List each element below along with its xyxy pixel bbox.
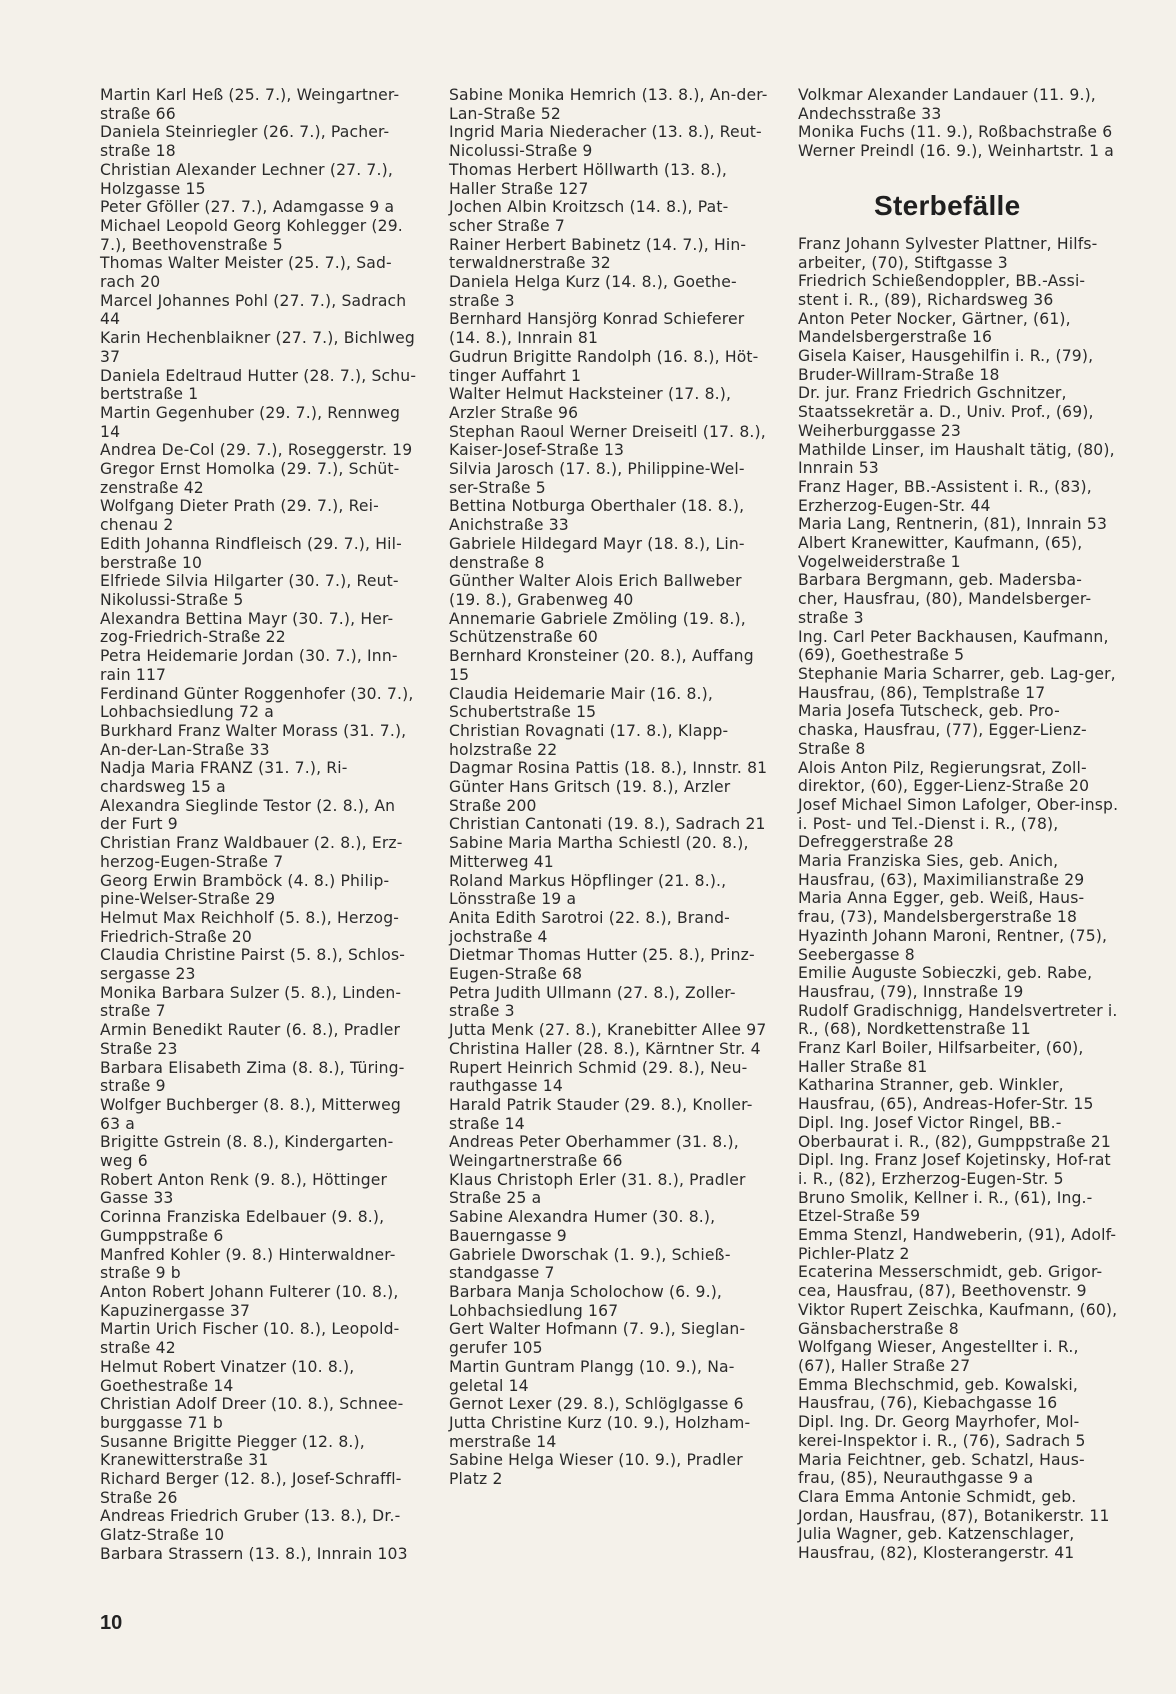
birth-entry: Alexandra Bettina Mayr (30. 7.), Her-zog-Friedrich-Straße 22 [100,609,394,647]
birth-entry: Richard Berger (12. 8.), Josef-Schraffl-Straße 26 [100,1470,402,1507]
death-entry: Dipl. Ing. Josef Victor Ringel, BB.-Oberbaurat i. R., (82), Gumppstraße 21 [798,1113,1111,1151]
birth-entry: Christina Haller (28. 8.), Kärntner Str. 4 [449,1039,761,1058]
birth-entry: Armin Benedikt Rauter (6. 8.), Pradler Straße 23 [100,1021,401,1058]
birth-entry: Thomas Herbert Höllwarth (13. 8.), Haller Straße 127 [449,160,727,198]
death-entry: Maria Lang, Rentnerin, (81), Innrain 53 [798,515,1108,534]
heading-gap [798,223,1120,235]
birth-entry: Christian Rovagnati (17. 8.), Klapp-holzstraße 22 [449,721,729,759]
death-entry: Emma Blechschmid, geb. Kowalski, Hausfrau, (76), Kiebachgasse 16 [798,1375,1078,1413]
death-entry: Emilie Auguste Sobieczki, geb. Rabe, Hausfrau, (79), Innstraße 19 [798,964,1093,1001]
birth-entry: Barbara Manja Scholochow (6. 9.), Lohbachsiedlung 167 [449,1283,723,1320]
birth-entry: Barbara Elisabeth Zima (8. 8.), Türing-straße 9 [100,1058,405,1096]
birth-entry: Martin Guntram Plangg (10. 9.), Na-geletal 14 [449,1357,735,1395]
death-entry: Friedrich Schießendoppler, BB.-Assi-stent i. R., (89), Richardsweg 36 [798,272,1086,309]
birth-entry: Bernhard Hansjörg Konrad Schieferer (14. 8.), Innrain 81 [449,310,745,348]
death-entry: Josef Michael Simon Lafolger, Ober-insp. i. Post- und Tel.-Dienst i. R., (78), Defreggerstraße 28 [798,795,1119,852]
birth-entry: Jutta Menk (27. 8.), Kranebitter Allee 97 [449,1021,767,1040]
death-entry: Albert Kranewitter, Kaufmann, (65), Vogelweiderstraße 1 [798,534,1083,571]
birth-entry: Jochen Albin Kroitzsch (14. 8.), Pat-scher Straße 7 [449,198,729,235]
birth-entry: Martin Gegenhuber (29. 7.), Rennweg 14 [100,403,401,441]
birth-entry: Sabine Maria Martha Schiestl (20. 8.), Mitterweg 41 [449,834,749,871]
birth-entry: Corinna Franziska Edelbauer (9. 8.), Gumppstraße 6 [100,1208,385,1245]
birth-entry: Harald Patrik Stauder (29. 8.), Knoller-straße 14 [449,1095,753,1133]
birth-entry: Andreas Friedrich Gruber (13. 8.), Dr.-Glatz-Straße 10 [100,1507,401,1545]
birth-entry: Sabine Monika Hemrich (13. 8.), An-der-Lan-Straße 52 [449,86,768,123]
birth-entry: Daniela Steinriegler (26. 7.), Pacher-straße 18 [100,123,390,161]
birth-entry: Daniela Edeltraud Hutter (28. 7.), Schu-bertstraße 1 [100,366,417,404]
birth-entry: Bernhard Kronsteiner (20. 8.), Auffang 15 [449,647,754,684]
death-entry: Franz Johann Sylvester Plattner, Hilfs-arbeiter, (70), Stiftgasse 3 [798,234,1098,272]
column-births-1 [100,86,422,1564]
birth-entry: Christian Cantonati (19. 8.), Sadrach 21 [449,815,766,834]
death-entry: Mathilde Linser, im Haushalt tätig, (80), Innrain 53 [798,440,1115,478]
birth-entry: Elfriede Silvia Hilgarter (30. 7.), Reut-Nikolussi-Straße 5 [100,572,399,609]
death-entry: Clara Emma Antonie Schmidt, geb. Jordan, Hausfrau, (87), Botanikerstr. 11 [798,1487,1110,1525]
birth-entry: Rainer Herbert Babinetz (14. 7.), Hin-terwaldnerstraße 32 [449,235,747,273]
birth-entry: Dietmar Thomas Hutter (25. 8.), Prinz-Eugen-Straße 68 [449,946,755,984]
birth-entry: Wolfgang Dieter Prath (29. 7.), Rei-chenau 2 [100,497,379,535]
birth-entry: Wolfger Buchberger (8. 8.), Mitterweg 63 a [100,1095,401,1133]
birth-entry: Günther Walter Alois Erich Ballweber (19. 8.), Grabenweg 40 [449,572,742,609]
death-entry: Maria Feichtner, geb. Schatzl, Haus-frau, (85), Neurauthgasse 9 a [798,1450,1085,1488]
birth-entry: Anton Robert Johann Fulterer (10. 8.), Kapuzinergasse 37 [100,1283,399,1320]
birth-entry: Martin Karl Heß (25. 7.), Weingartner-straße 66 [100,86,400,123]
death-entry: Franz Hager, BB.-Assistent i. R., (83), Erzherzog-Eugen-Str. 44 [798,477,1092,515]
birth-entry: Petra Heidemarie Jordan (30. 7.), Inn-rain 117 [100,647,398,684]
birth-entry: Klaus Christoph Erler (31. 8.), Pradler Straße 25 a [449,1170,746,1208]
birth-entry: Christian Adolf Dreer (10. 8.), Schnee-burggasse 71 b [100,1395,404,1432]
birth-entry: Sabine Alexandra Humer (30. 8.), Bauerngasse 9 [449,1208,716,1245]
death-entry: Dipl. Ing. Franz Josef Kojetinsky, Hof-rat i. R., (82), Erzherzog-Eugen-Str. 5 [798,1151,1111,1188]
death-entry: Maria Josefa Tutscheck, geb. Pro-chaska, Hausfrau, (77), Egger-Lienz-Straße 8 [798,702,1087,758]
deaths-heading: Sterbefälle [874,189,1021,221]
deaths-list [798,235,1120,1563]
birth-entry: Claudia Heidemarie Mair (16. 8.), Schubertstraße 15 [449,684,714,722]
birth-entry: Peter Gföller (27. 7.), Adamgasse 9 a [100,198,395,217]
birth-entry: Gert Walter Hofmann (7. 9.), Sieglan-gerufer 105 [449,1320,746,1358]
birth-entry: Christian Alexander Lechner (27. 7.), Holzgasse 15 [100,160,393,198]
column-births-2 [449,86,771,1489]
birth-entry: Manfred Kohler (9. 8.) Hinterwaldner-straße 9 b [100,1245,396,1283]
death-entry: Barbara Bergmann, geb. Madersba-cher, Hausfrau, (80), Mandelsberger-straße 3 [798,571,1092,627]
birth-entry: Roland Markus Höpflinger (21. 8.)., Lönsstraße 19 a [449,871,727,909]
birth-entry: Günter Hans Gritsch (19. 8.), Arzler Straße 200 [449,778,731,815]
death-entry: Gisela Kaiser, Hausgehilfin i. R., (79), Bruder-Willram-Straße 18 [798,347,1094,384]
birth-entry: Thomas Walter Meister (25. 7.), Sad-rach 20 [100,254,392,292]
page-number: 10 [100,1612,123,1634]
birth-entry: Gernot Lexer (29. 8.), Schlöglgasse 6 [449,1395,744,1414]
birth-entry: Michael Leopold Georg Kohlegger (29. 7.), Beethovenstraße 5 [100,216,403,254]
death-entry: Ing. Carl Peter Backhausen, Kaufmann, (69), Goethestraße 5 [798,627,1109,665]
birth-entry: Gregor Ernst Homolka (29. 7.), Schüt-zenstraße 42 [100,460,400,497]
death-entry: Hyazinth Johann Maroni, Rentner, (75), Seebergasse 8 [798,926,1108,964]
birth-entry: Daniela Helga Kurz (14. 8.), Goethe-straße 3 [449,273,737,310]
birth-entry: Gabriele Dworschak (1. 9.), Schieß-standgasse 7 [449,1245,731,1283]
birth-entry: Stephan Raoul Werner Dreiseitl (17. 8.), Kaiser-Josef-Straße 13 [449,422,766,460]
death-entry: Franz Karl Boiler, Hilfsarbeiter, (60), Haller Straße 81 [798,1039,1084,1076]
death-entry: Dipl. Ing. Dr. Georg Mayrhofer, Mol-kerei-Inspektor i. R., (76), Sadrach 5 [798,1413,1086,1450]
birth-entry: Gudrun Brigitte Randolph (16. 8.), Höt-tinger Auffahrt 1 [449,347,759,385]
death-entry: Alois Anton Pilz, Regierungsrat, Zoll-direktor, (60), Egger-Lienz-Straße 20 [798,758,1090,796]
birth-entry: Claudia Christine Pairst (5. 8.), Schlos-sergasse 23 [100,946,406,984]
birth-entry: Karin Hechenblaikner (27. 7.), Bichlweg 37 [100,329,415,366]
birth-entry: Dagmar Rosina Pattis (18. 8.), Innstr. 81 [449,759,768,778]
birth-entry: Susanne Brigitte Piegger (12. 8.), Kranewitterstraße 31 [100,1432,365,1470]
birth-entry: Annemarie Gabriele Zmöling (19. 8.), Schützenstraße 60 [449,609,746,647]
death-entry: Dr. jur. Franz Friedrich Gschnitzer, Staatssekretär a. D., Univ. Prof., (69), Weiherburggasse 23 [798,384,1094,440]
death-entry: Katharina Stranner, geb. Winkler, Hausfrau, (65), Andreas-Hofer-Str. 15 [798,1076,1094,1114]
death-entry: Maria Anna Egger, geb. Weiß, Haus-frau, (73), Mandelsbergerstraße 18 [798,889,1085,927]
birth-entry: Petra Judith Ullmann (27. 8.), Zoller-straße 3 [449,983,736,1021]
birth-entry: Werner Preindl (16. 9.), Weinhartstr. 1 a [798,142,1114,161]
birth-entry: Helmut Max Reichholf (5. 8.), Herzog-Friedrich-Straße 20 [100,908,400,946]
birth-entry: Nadja Maria FRANZ (31. 7.), Ri-chardsweg 15 a [100,759,348,797]
death-entry: Anton Peter Nocker, Gärtner, (61), Mandelsbergerstraße 16 [798,309,1071,347]
birth-entry: Edith Johanna Rindfleisch (29. 7.), Hil-berstraße 10 [100,534,402,572]
birth-entry: Ferdinand Günter Roggenhofer (30. 7.), Lohbachsiedlung 72 a [100,684,414,722]
column-births-deaths [798,86,1120,1563]
birth-entry: Silvia Jarosch (17. 8.), Philippine-Wel-ser-Straße 5 [449,460,745,497]
birth-entry: Brigitte Gstrein (8. 8.), Kindergarten-weg 6 [100,1133,394,1171]
birth-entry: Burkhard Franz Walter Morass (31. 7.), An-der-Lan-Straße 33 [100,721,407,759]
birth-entry: Marcel Johannes Pohl (27. 7.), Sadrach 44 [100,291,407,329]
birth-entry: Monika Barbara Sulzer (5. 8.), Linden-straße 7 [100,983,402,1021]
death-entry: Julia Wagner, geb. Katzenschlager, Hausfrau, (82), Klosterangerstr. 41 [798,1525,1075,1563]
death-entry: Emma Stenzl, Handweberin, (91), Adolf-Pichler-Platz 2 [798,1226,1117,1263]
birth-entry: Alexandra Sieglinde Testor (2. 8.), An der Furt 9 [100,796,396,834]
death-entry: Ecaterina Messerschmidt, geb. Grigor-cea, Hausfrau, (87), Beethovenstr. 9 [798,1263,1103,1301]
birth-entry: Christian Franz Waldbauer (2. 8.), Erz-herzog-Eugen-Straße 7 [100,834,403,871]
death-entry: Stephanie Maria Scharrer, geb. Lag-ger, Hausfrau, (86), Templstraße 17 [798,664,1116,702]
birth-entry: Robert Anton Renk (9. 8.), Höttinger Gasse 33 [100,1170,388,1208]
birth-entry: Jutta Christine Kurz (10. 9.), Holzham-merstraße 14 [449,1413,751,1451]
birth-entry: Gabriele Hildegard Mayr (18. 8.), Lin-denstraße 8 [449,534,745,572]
birth-entry: Sabine Helga Wieser (10. 9.), Pradler Platz 2 [449,1451,743,1489]
birth-entry: Monika Fuchs (11. 9.), Roßbachstraße 6 [798,123,1113,142]
death-entry: Viktor Rupert Zeischka, Kaufmann, (60), Gänsbacherstraße 8 [798,1300,1118,1338]
birth-entry: Martin Urich Fischer (10. 8.), Leopold-straße 42 [100,1320,400,1358]
death-entry: Maria Franziska Sies, geb. Anich, Hausfrau, (63), Maximilianstraße 29 [798,852,1085,889]
birth-entry: Andrea De-Col (29. 7.), Roseggerstr. 19 [100,441,413,460]
birth-entry: Bettina Notburga Oberthaler (18. 8.), Anichstraße 33 [449,497,745,535]
death-entry: Bruno Smolik, Kellner i. R., (61), Ing.-Etzel-Straße 59 [798,1188,1093,1226]
birth-entry: Helmut Robert Vinatzer (10. 8.), Goethestraße 14 [100,1357,355,1395]
birth-entry: Barbara Strassern (13. 8.), Innrain 103 [100,1544,408,1563]
birth-entry: Volkmar Alexander Landauer (11. 9.), Andechsstraße 33 [798,86,1096,123]
death-entry: Rudolf Gradischnigg, Handelsvertreter i. R., (68), Nordkettenstraße 11 [798,1001,1118,1039]
birth-entry: Rupert Heinrich Schmid (29. 8.), Neu-rauthgasse 14 [449,1058,748,1096]
births-list-continued [798,86,1120,161]
birth-entry: Walter Helmut Hacksteiner (17. 8.), Arzler Straße 96 [449,385,732,422]
birth-entry: Ingrid Maria Niederacher (13. 8.), Reut-Nicolussi-Straße 9 [449,123,762,161]
birth-entry: Anita Edith Sarotroi (22. 8.), Brand-jochstraße 4 [449,908,730,946]
death-entry: Wolfgang Wieser, Angestellter i. R., (67), Haller Straße 27 [798,1338,1079,1375]
birth-entry: Andreas Peter Oberhammer (31. 8.), Weingartnerstraße 66 [449,1133,739,1171]
birth-entry: Georg Erwin Bramböck (4. 8.) Philip-pine-Welser-Straße 29 [100,871,390,909]
